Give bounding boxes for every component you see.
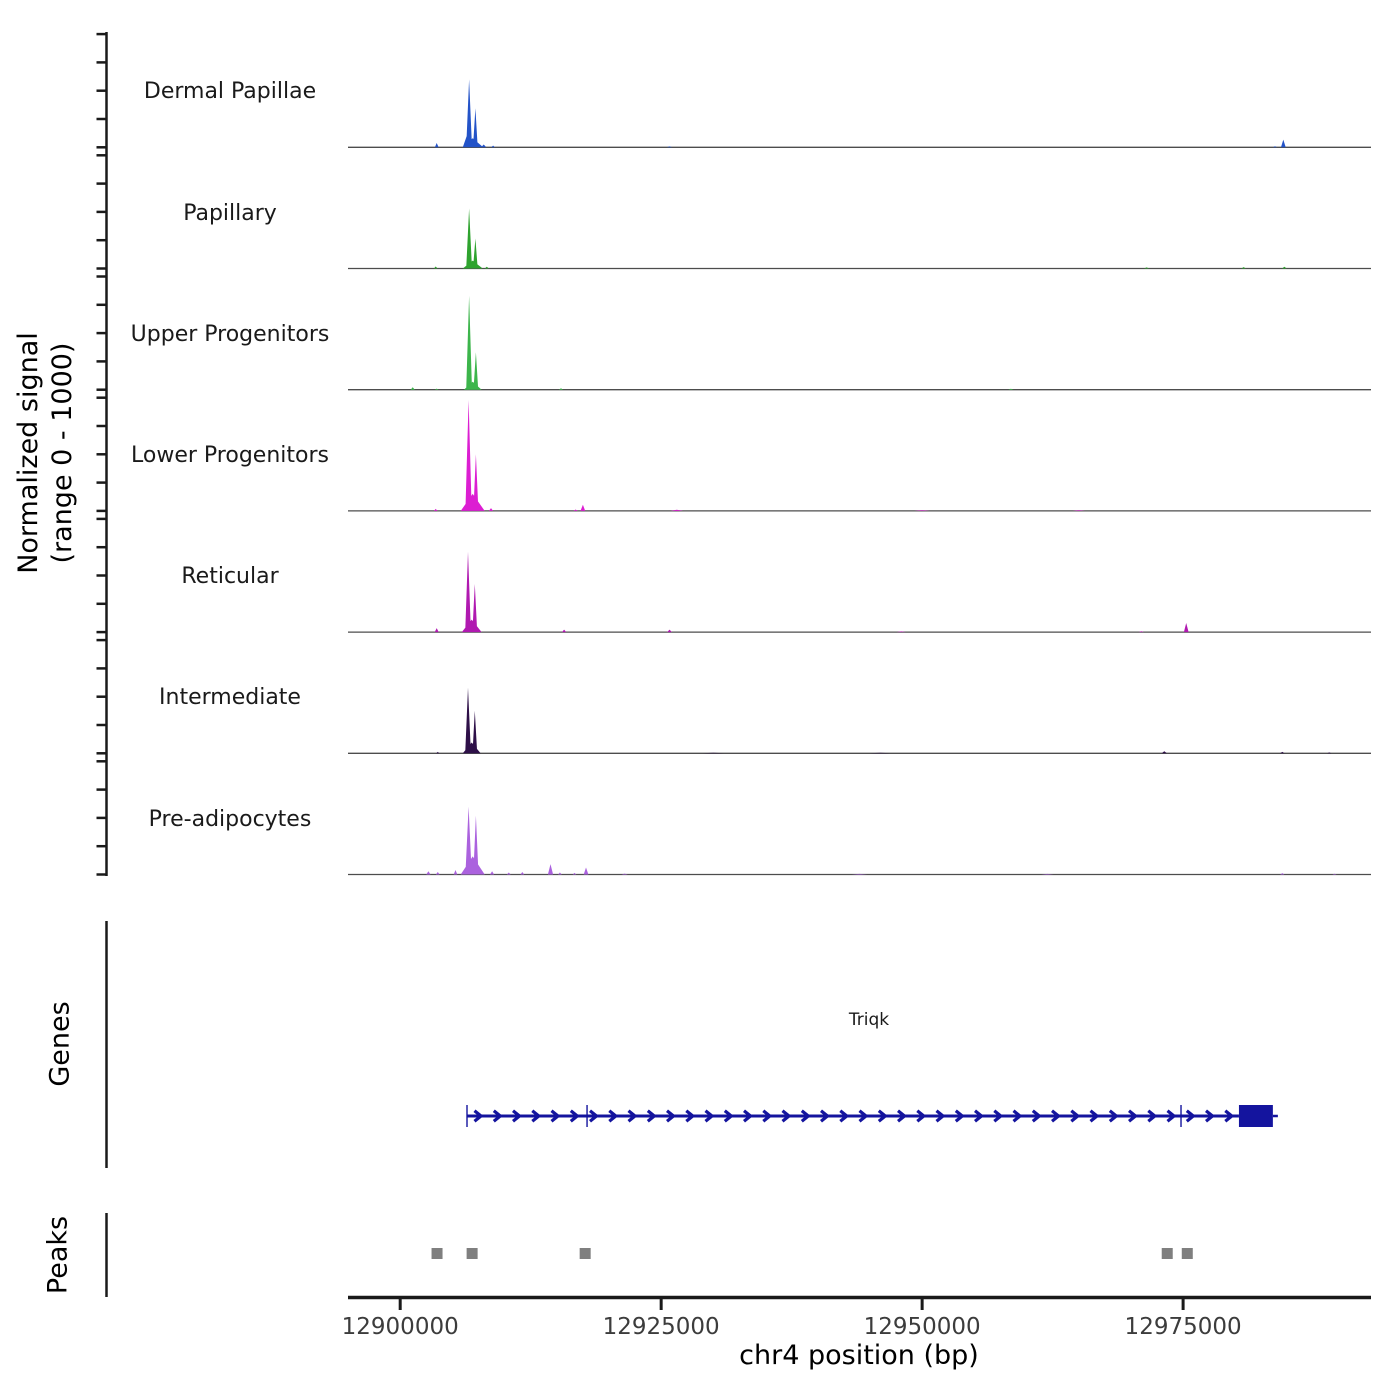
peak-marker [432,1248,443,1259]
signal-peaks [411,296,1014,390]
gene-name-label: Triqk [848,1010,890,1030]
track-label-lower-progenitors: Lower Progenitors [131,442,329,468]
y-axis-label-line1: Normalized signal [13,332,44,574]
x-tick-label: 12900000 [341,1314,459,1340]
signal-track-lower-progenitors [348,400,1371,511]
signal-track-reticular [348,552,1371,632]
x-tick-label: 12925000 [602,1314,720,1340]
peak-marker [1162,1248,1173,1259]
track-label-upper-progenitors: Upper Progenitors [130,321,330,347]
x-axis-title: chr4 position (bp) [739,1340,979,1371]
track-label-pre-adipocytes: Pre-adipocytes [148,806,312,832]
peak-marker [467,1248,478,1259]
signal-track-dermal-papillae [348,79,1371,147]
track-label-intermediate: Intermediate [159,685,301,711]
signal-peaks [434,209,1287,269]
peak-marker [580,1248,591,1259]
signal-peaks [426,807,1336,875]
signal-track-intermediate [348,688,1371,754]
x-tick-label: 12975000 [1124,1314,1242,1340]
y-axis-label-line2: (range 0 - 1000) [47,342,78,564]
signal-peaks [436,688,1331,754]
signal-track-upper-progenitors [348,296,1371,390]
peak-marker [1182,1248,1193,1259]
track-label-dermal-papillae: Dermal Papillae [143,79,317,105]
signal-peaks [434,400,1085,511]
signal-track-papillary [348,209,1371,269]
peak-markers [432,1248,1193,1259]
genes-section-label: Genes [44,1001,76,1087]
peaks-section-label: Peaks [42,1215,74,1295]
track-label-reticular: Reticular [181,564,279,590]
y-axis-label [12,332,80,574]
gene-exon-box [1239,1105,1273,1127]
signal-peaks [435,79,1286,147]
track-label-papillary: Papillary [183,200,277,226]
gene-model-triqk [467,1105,1278,1127]
x-tick-label: 12950000 [863,1314,981,1340]
signal-track-pre-adipocytes [348,807,1371,875]
x-axis [348,1298,1371,1311]
signal-peaks [435,552,1189,632]
